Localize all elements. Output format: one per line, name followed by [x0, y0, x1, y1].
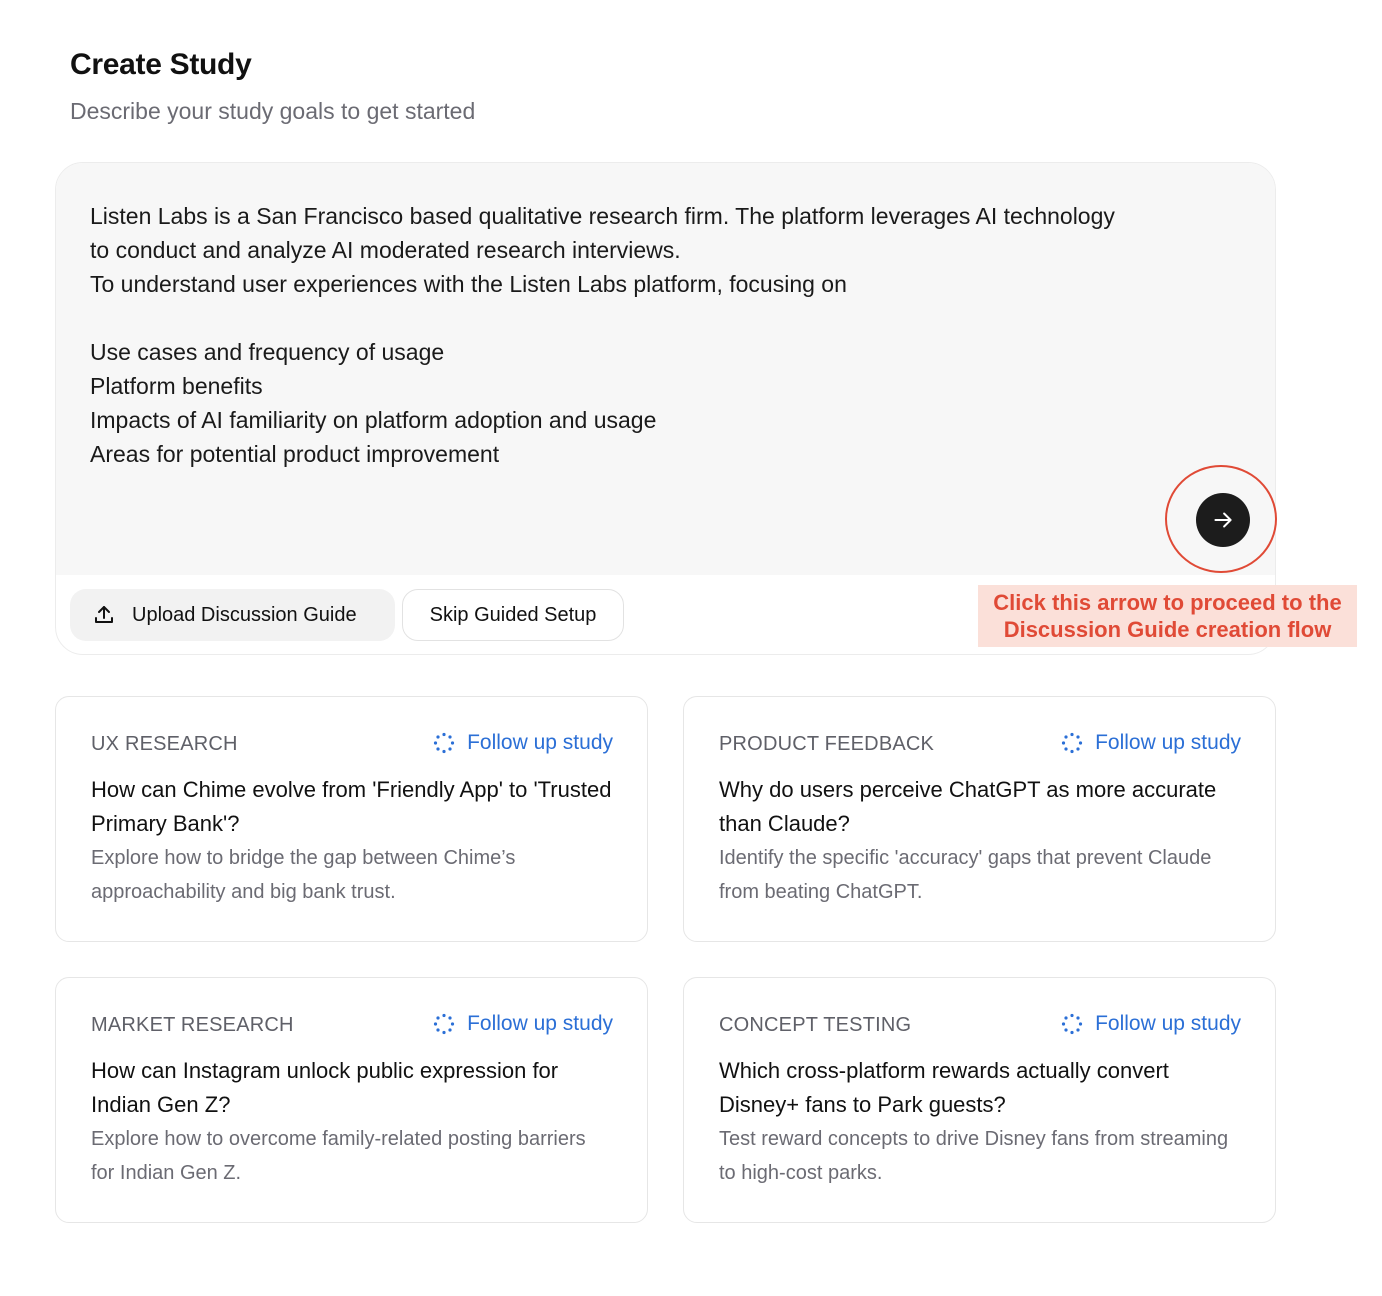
goal-text-line: To understand user experiences with the Listen Labs platform, focusing on [90, 271, 847, 297]
goal-text-line: Platform benefits [90, 373, 263, 399]
card-title: Why do users perceive ChatGPT as more accurate than Claude? [719, 777, 1217, 836]
loader-icon [433, 1013, 455, 1035]
submit-arrow-button[interactable] [1196, 493, 1250, 547]
goal-text-blank-line [90, 301, 1241, 335]
card-description: Identify the specific 'accuracy' gaps that prevent Claude from beating ChatGPT. [719, 847, 1212, 903]
goal-text-line: Use cases and frequency of usage [90, 339, 445, 365]
upload-button-label: Upload Discussion Guide [132, 603, 357, 626]
goal-text-line: Listen Labs is a San Francisco based qualitative research firm. The platform leverages AI technology [90, 203, 1115, 229]
loader-icon [433, 732, 455, 754]
card-description: Explore how to overcome family-related posting barriers for Indian Gen Z. [91, 1128, 586, 1184]
card-category: UX RESEARCH [91, 733, 238, 755]
card-title: How can Chime evolve from 'Friendly App' to 'Trusted Primary Bank'? [91, 777, 612, 836]
goal-text-line: Areas for potential product improvement [90, 441, 500, 467]
follow-up-study-link[interactable] [433, 731, 613, 755]
study-template-card[interactable] [55, 696, 648, 942]
goal-text-line: to conduct and analyze AI moderated research interviews. [90, 237, 681, 263]
study-template-card[interactable] [683, 696, 1276, 942]
annotation-callout [978, 585, 1357, 647]
page-title: Create Study [70, 48, 252, 81]
study-goals-textarea[interactable] [56, 163, 1275, 575]
follow-up-label: Follow up study [467, 1012, 613, 1035]
follow-up-study-link[interactable] [1061, 1012, 1241, 1036]
card-title: How can Instagram unlock public expression for Indian Gen Z? [91, 1058, 559, 1117]
skip-guided-setup-button[interactable] [402, 589, 624, 641]
card-category: PRODUCT FEEDBACK [719, 733, 935, 755]
upload-icon [92, 603, 116, 627]
loader-icon [1061, 1013, 1083, 1035]
follow-up-label: Follow up study [1095, 1012, 1241, 1035]
study-template-card[interactable] [683, 977, 1276, 1223]
follow-up-study-link[interactable] [1061, 731, 1241, 755]
loader-icon [1061, 732, 1083, 754]
upload-discussion-guide-button[interactable] [70, 589, 395, 641]
goal-text-line: Impacts of AI familiarity on platform adoption and usage [90, 407, 657, 433]
study-template-card[interactable] [55, 977, 648, 1223]
follow-up-study-link[interactable] [433, 1012, 613, 1036]
card-category: CONCEPT TESTING [719, 1014, 912, 1036]
annotation-line: Discussion Guide creation flow [1003, 617, 1332, 642]
arrow-right-icon [1210, 507, 1236, 533]
annotation-line: Click this arrow to proceed to the [993, 590, 1342, 615]
card-category: MARKET RESEARCH [91, 1014, 294, 1036]
card-description: Test reward concepts to drive Disney fans from streaming to high-cost parks. [719, 1128, 1229, 1184]
follow-up-label: Follow up study [1095, 731, 1241, 754]
page-subtitle: Describe your study goals to get started [70, 98, 476, 124]
study-goals-composer [55, 162, 1276, 655]
card-title: Which cross-platform rewards actually convert Disney+ fans to Park guests? [719, 1058, 1169, 1117]
skip-button-label: Skip Guided Setup [429, 603, 597, 626]
card-description: Explore how to bridge the gap between Chime’s approachability and big bank trust. [91, 847, 516, 903]
follow-up-label: Follow up study [467, 731, 613, 754]
